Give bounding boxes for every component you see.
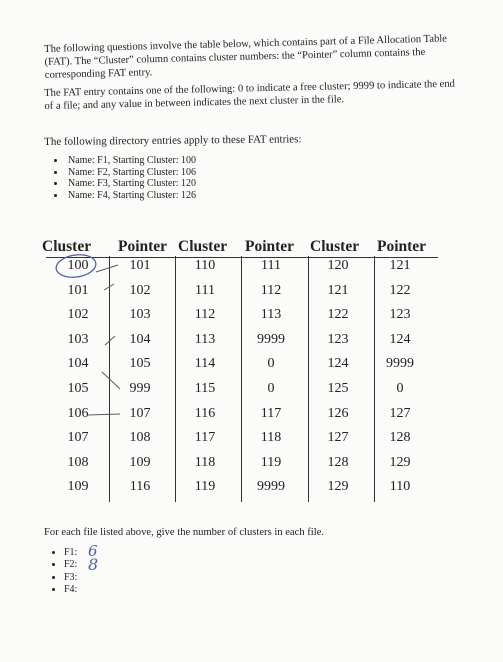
answer-item	[64, 547, 77, 559]
table-cell: 104	[129, 331, 151, 347]
table-cell: 118	[260, 430, 282, 446]
answer-label: F4:	[64, 583, 78, 595]
table-cell: 102	[129, 282, 151, 298]
table-cell: 128	[327, 454, 349, 470]
table-cell: 127	[327, 430, 349, 446]
table-cell: 118	[194, 454, 216, 470]
table-cell: 103	[129, 307, 151, 323]
answer-list	[50, 547, 77, 596]
table-cell: 111	[261, 258, 281, 273]
handwritten-answer-f1: 6	[88, 542, 98, 560]
table-cell: 111	[195, 282, 215, 298]
table-cell: 119	[260, 454, 282, 470]
table-cell: 129	[389, 454, 411, 470]
directory-entry: • Name: F4, Starting Cluster: 126	[66, 190, 196, 202]
answer-label: F1:	[64, 547, 78, 558]
intro-paragraph-2: The FAT entry contains one of the following: 0 to indicate a free cluster; 9999 to indicate the end of a file; and any value in between indicates the next cluster in the file.	[44, 78, 456, 112]
column-header: Cluster	[178, 238, 228, 255]
table-cell: 110	[389, 479, 411, 495]
table-cell: 122	[327, 307, 349, 323]
table-cell: 107	[67, 430, 89, 446]
table-cell: 127	[389, 405, 411, 421]
table-cell: 125	[327, 381, 349, 396]
table-cell: 116	[129, 479, 151, 495]
table-cell: 101	[129, 258, 151, 273]
table-cell: 110	[194, 258, 216, 273]
directory-entry: • Name: F1, Starting Cluster: 100	[66, 155, 196, 167]
handwritten-answer-f2: 8	[88, 555, 99, 574]
intro-paragraph-1: The following questions involve the table below, which contains part of a File Allocation Table (FAT). The “Cluster” column contains cluster numbers: the “Pointer” column contains the corresponding FAT entry.	[44, 33, 448, 81]
table-cell: 124	[389, 331, 411, 347]
table-cell: 121	[389, 258, 411, 273]
table-cell: 112	[260, 282, 282, 298]
fat-table	[40, 238, 436, 508]
table-cell: 9999	[386, 356, 414, 372]
table-cell: 117	[194, 430, 216, 446]
directory-entries-list	[48, 155, 196, 201]
table-cell: 103	[67, 331, 89, 347]
table-cell: 9999	[257, 331, 285, 347]
table-cell: 104	[67, 356, 89, 372]
table-cell: 114	[194, 356, 216, 372]
table-cell: 101	[67, 282, 89, 298]
table-cell: 126	[327, 405, 349, 421]
question-text: For each file listed above, give the number of clusters in each file.	[44, 527, 325, 538]
table-cell: 119	[194, 479, 216, 495]
directory-entry: • Name: F3, Starting Cluster: 120	[66, 178, 196, 190]
table-cell: 121	[327, 282, 349, 298]
table-cell: 100	[67, 258, 89, 273]
answer-item	[64, 584, 77, 596]
directory-entry: • Name: F2, Starting Cluster: 106	[66, 167, 196, 179]
table-cell: 109	[129, 454, 151, 470]
table-cell: 0	[267, 356, 275, 372]
answer-item	[64, 572, 77, 584]
table-cell: 120	[327, 258, 349, 273]
column-header: Pointer	[118, 238, 168, 255]
table-cell: 123	[389, 307, 411, 323]
table-cell: 116	[194, 405, 216, 421]
table-cell: 102	[67, 307, 89, 323]
table-cell: 105	[67, 381, 89, 396]
table-cell: 106	[67, 405, 89, 421]
answer-item	[64, 559, 77, 571]
table-cell: 128	[389, 430, 411, 446]
table-cell: 112	[194, 307, 216, 323]
table-cell: 0	[267, 381, 275, 396]
table-cell: 117	[260, 405, 282, 421]
table-cell: 109	[67, 479, 89, 495]
intro-paragraph-3: The following directory entries apply to these FAT entries:	[44, 133, 302, 148]
table-cell: 122	[389, 282, 411, 298]
table-cell: 124	[327, 356, 349, 372]
table-cell: 107	[129, 405, 151, 421]
table-cell: 105	[129, 356, 151, 372]
answer-label: F3:	[64, 571, 78, 583]
table-cell: 0	[396, 381, 404, 396]
table-cell: 999	[129, 381, 151, 396]
table-cell: 129	[327, 479, 349, 495]
column-header: Cluster	[310, 238, 360, 255]
table-cell: 113	[260, 307, 282, 323]
column-header: Pointer	[245, 238, 295, 255]
table-cell: 108	[129, 430, 151, 446]
table-cell: 123	[327, 331, 349, 347]
table-cell: 115	[194, 381, 216, 396]
answer-label: F2:	[64, 559, 78, 571]
column-header: Cluster	[42, 238, 92, 255]
table-cell: 108	[67, 454, 89, 470]
column-header: Pointer	[377, 238, 427, 255]
table-cell: 9999	[257, 479, 285, 495]
table-cell: 113	[194, 331, 216, 347]
